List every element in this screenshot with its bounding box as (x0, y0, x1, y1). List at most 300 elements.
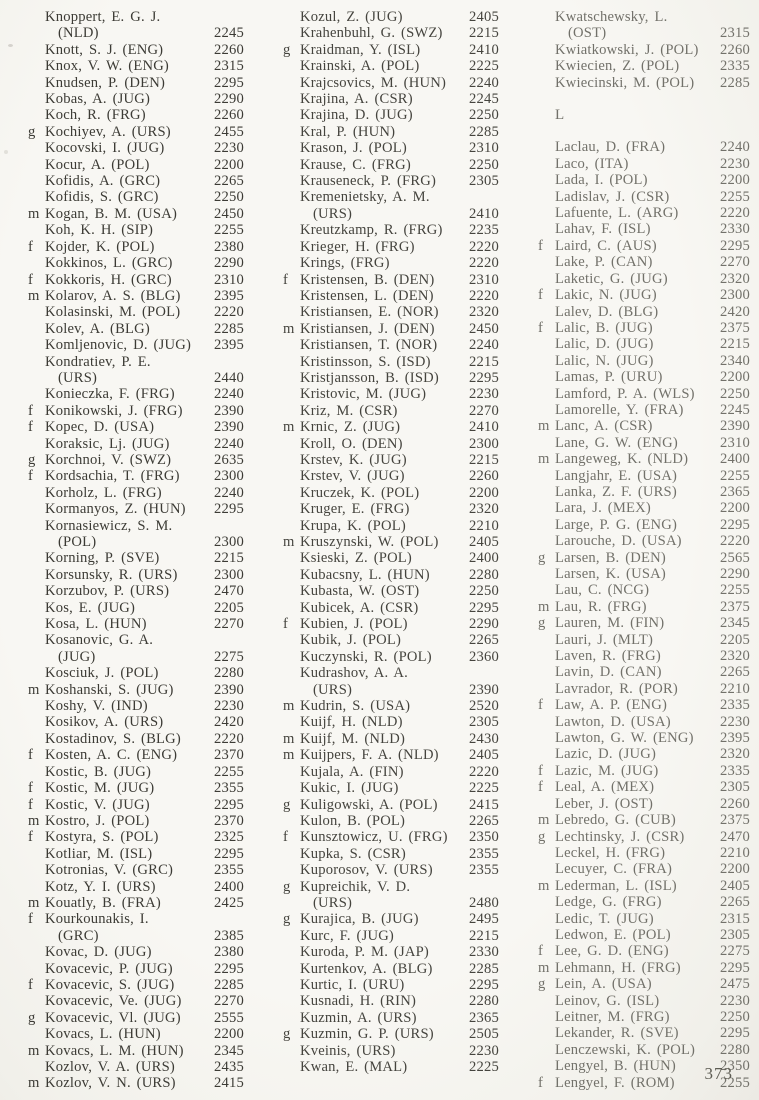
scan-speck (8, 44, 13, 47)
title-prefix (283, 780, 300, 796)
rating-value: 2315 (720, 25, 750, 42)
player-name: Kupreichik, V. D. (300, 878, 411, 895)
player-name: Lada, I. (POL) (555, 172, 648, 189)
list-item (28, 206, 244, 222)
title-prefix: m (28, 287, 40, 304)
title-prefix (28, 189, 45, 205)
list-item (28, 222, 244, 238)
player-name: Leckel, H. (FRG) (555, 844, 666, 861)
list-item (283, 124, 499, 140)
player-name: Lalev, D. (BLG) (555, 303, 659, 320)
player-name: Kovac, D. (JUG) (45, 944, 152, 961)
title-prefix (28, 1026, 45, 1042)
list-item (283, 632, 499, 648)
player-name: Kuijf, M. (NLD) (300, 730, 406, 747)
player-name: Laketic, G. (JUG) (555, 270, 668, 287)
player-name: Kuporosov, V. (URS) (300, 862, 433, 879)
rating-value: 2200 (720, 500, 750, 517)
rating-value: 2295 (720, 237, 750, 254)
rating-value: 2380 (214, 238, 244, 255)
title-prefix: f (538, 779, 544, 796)
rating-value (202, 911, 244, 927)
player-name: Kojder, K. (POL) (45, 238, 155, 255)
title-prefix (283, 649, 300, 665)
rating-value: 2280 (720, 1041, 750, 1058)
rating-value (202, 518, 244, 534)
rating-value: 2285 (469, 960, 499, 977)
list-item (538, 402, 750, 418)
rating-value: 2240 (720, 139, 750, 156)
rating-value: 2230 (214, 140, 244, 157)
list-item (28, 337, 244, 353)
list-item (283, 58, 499, 74)
rating-value: 2205 (214, 599, 244, 616)
title-prefix (538, 894, 555, 910)
list-item (283, 42, 499, 58)
title-prefix (283, 1010, 300, 1026)
title-prefix (28, 42, 45, 58)
rating-value: 2295 (214, 74, 244, 91)
rating-value: 2390 (214, 681, 244, 698)
rating-value: 2325 (214, 829, 244, 846)
rating-list-column-1 (28, 9, 244, 1092)
rating-value: 2250 (720, 385, 750, 402)
rating-value: 2420 (720, 303, 750, 320)
player-name: Lauren, M. (FIN) (555, 615, 665, 632)
rating-value: 2280 (469, 993, 499, 1010)
rating-value: 2300 (214, 468, 244, 485)
title-prefix (283, 977, 300, 993)
title-prefix (283, 944, 300, 960)
rating-value: 2320 (469, 304, 499, 321)
list-item (283, 747, 499, 763)
title-prefix (538, 75, 555, 91)
rating-value: 2280 (469, 566, 499, 583)
rating-value: 2450 (214, 205, 244, 222)
list-item (283, 829, 499, 845)
player-name: Kulon, B. (POL) (300, 812, 406, 829)
title-prefix (283, 58, 300, 74)
rating-value: 2230 (720, 155, 750, 172)
title-prefix (283, 961, 300, 977)
title-prefix (538, 746, 555, 762)
title-prefix (28, 846, 45, 862)
title-prefix (538, 254, 555, 270)
list-item (28, 632, 244, 648)
list-item (538, 500, 750, 516)
rating-value: 2390 (469, 681, 499, 698)
list-item (283, 452, 499, 468)
rating-value (202, 9, 244, 25)
rating-value: 2230 (214, 698, 244, 715)
player-name: Laco, (ITA) (555, 155, 629, 172)
list-item (538, 714, 750, 730)
player-name: Lanka, Z. F. (URS) (555, 483, 677, 500)
list-item (538, 664, 750, 680)
list-item (28, 665, 244, 681)
rating-value: 2280 (214, 665, 244, 682)
title-prefix (28, 928, 45, 944)
title-prefix: m (538, 598, 550, 615)
list-item (283, 304, 499, 320)
list-item (538, 533, 750, 549)
rating-value: 2295 (720, 1025, 750, 1042)
player-name: Kurtic, I. (URU) (300, 976, 405, 993)
rating-value: 2320 (469, 501, 499, 518)
list-item (28, 1075, 244, 1091)
list-item (538, 681, 750, 697)
player-name: Krnic, Z. (JUG) (300, 419, 401, 436)
rating-list-column-3 (538, 9, 750, 1091)
list-item (283, 780, 499, 796)
player-name: Lein, A. (USA) (555, 976, 652, 993)
list-item (283, 107, 499, 123)
title-prefix (538, 796, 555, 812)
title-prefix (538, 582, 555, 598)
rating-value: 2230 (720, 992, 750, 1009)
title-prefix: f (28, 796, 34, 813)
rating-value: 2250 (469, 156, 499, 173)
title-prefix (283, 550, 300, 566)
title-prefix: m (28, 894, 40, 911)
rating-value: 2495 (469, 911, 499, 928)
federation-continuation: (URS) (58, 369, 98, 386)
rating-value: 2295 (469, 599, 499, 616)
player-name: Kuroda, P. M. (JAP) (300, 944, 429, 961)
title-prefix (283, 25, 300, 41)
player-name: Lamorelle, Y. (FRA) (555, 401, 684, 418)
list-item (28, 436, 244, 452)
federation-continuation: (POL) (58, 534, 97, 550)
rating-value: 2305 (720, 779, 750, 796)
rating-value: 2220 (469, 238, 499, 255)
rating-value: 2305 (469, 173, 499, 190)
rating-value: 2265 (469, 632, 499, 649)
rating-value: 2270 (214, 993, 244, 1010)
player-name: Lafuente, L. (ARG) (555, 205, 679, 222)
player-name: Knudsen, P. (DEN) (45, 74, 166, 91)
list-item (283, 846, 499, 862)
list-item (28, 288, 244, 304)
title-prefix (28, 567, 45, 583)
list-item (28, 403, 244, 419)
player-name: Kokkoris, H. (GRC) (45, 271, 172, 288)
list-item (28, 682, 244, 698)
player-name: Kruger, E. (FRG) (300, 501, 410, 518)
rating-value: 2295 (214, 960, 244, 977)
title-prefix (28, 9, 45, 25)
list-item (283, 206, 499, 222)
list-item (538, 779, 750, 795)
player-name: Langeweg, K. (NLD) (555, 451, 689, 468)
rating-value: 2240 (469, 74, 499, 91)
player-name: Kwan, E. (MAL) (300, 1059, 408, 1075)
list-item (28, 255, 244, 271)
list-item (538, 517, 750, 533)
rating-value: 2275 (720, 943, 750, 960)
player-name: Kozlov, V. A. (URS) (45, 1059, 175, 1075)
list-item (538, 993, 750, 1009)
title-prefix: f (28, 829, 34, 846)
list-item (28, 649, 244, 665)
list-item (538, 435, 750, 451)
title-prefix: f (28, 780, 34, 797)
rating-value: 2350 (469, 829, 499, 846)
list-item (28, 961, 244, 977)
list-item (283, 239, 499, 255)
title-prefix (283, 173, 300, 189)
title-prefix (28, 370, 45, 386)
list-item (538, 960, 750, 976)
rating-value: 2265 (214, 173, 244, 190)
player-name: Leinov, G. (ISL) (555, 992, 660, 1009)
list-item (28, 862, 244, 878)
list-item (283, 616, 499, 632)
title-prefix (283, 567, 300, 583)
rating-value: 2245 (469, 91, 499, 108)
player-name: Lazic, M. (JUG) (555, 762, 659, 779)
rating-value: 2245 (720, 401, 750, 418)
list-item (538, 353, 750, 369)
list-item (28, 354, 244, 370)
player-name: Krieger, H. (FRG) (300, 238, 415, 255)
player-name: Kubicek, A. (CSR) (300, 599, 419, 616)
list-item (538, 861, 750, 877)
player-name: Korsunsky, R. (URS) (45, 566, 178, 583)
rating-value: 2335 (720, 697, 750, 714)
rating-value: 2315 (214, 58, 244, 75)
rating-value: 2295 (214, 501, 244, 518)
rating-value: 2430 (469, 730, 499, 747)
title-prefix (283, 468, 300, 484)
title-prefix (283, 304, 300, 320)
player-name: Large, P. G. (ENG) (555, 516, 678, 533)
list-item (538, 632, 750, 648)
rating-value: 2505 (469, 1026, 499, 1043)
player-name: Krainski, A. (POL) (300, 58, 420, 75)
title-prefix (283, 1059, 300, 1075)
player-name: Kwiecien, Z. (POL) (555, 58, 680, 75)
rating-value: 2290 (469, 616, 499, 633)
player-name: Kopec, D. (USA) (45, 419, 155, 436)
list-item (283, 419, 499, 435)
rating-value: 2220 (469, 763, 499, 780)
title-prefix (28, 534, 45, 550)
title-prefix (283, 75, 300, 91)
player-name: Kwiatkowski, J. (POL) (555, 41, 699, 58)
player-name: Krason, J. (POL) (300, 140, 407, 157)
list-item (28, 747, 244, 763)
player-name: Kwiecinski, M. (POL) (555, 74, 695, 91)
rating-value: 2360 (469, 648, 499, 665)
rating-value: 2240 (214, 435, 244, 452)
list-item (538, 1042, 750, 1058)
rating-value: 2475 (720, 976, 750, 993)
rating-value: 2345 (214, 1042, 244, 1059)
rating-value: 2270 (720, 254, 750, 271)
player-name: Korchnoi, V. (SWZ) (45, 451, 172, 468)
rating-value: 2450 (469, 320, 499, 337)
list-item (283, 1059, 499, 1075)
list-item (283, 731, 499, 747)
list-item (538, 697, 750, 713)
rating-value: 2410 (469, 41, 499, 58)
player-name: Kocur, A. (POL) (45, 156, 150, 173)
title-prefix (283, 140, 300, 156)
title-prefix (28, 600, 45, 616)
list-item (538, 418, 750, 434)
title-prefix: g (283, 1026, 291, 1043)
title-prefix (283, 222, 300, 238)
list-item (283, 518, 499, 534)
title-prefix (28, 665, 45, 681)
list-item (28, 452, 244, 468)
rating-value: 2355 (469, 862, 499, 879)
title-prefix: f (28, 238, 34, 255)
title-prefix: m (538, 812, 550, 829)
rating-value: 2400 (214, 878, 244, 895)
title-prefix (283, 501, 300, 517)
player-name: Kovacs, L. (HUN) (45, 1026, 161, 1043)
rating-value: 2285 (469, 123, 499, 140)
list-item (28, 157, 244, 173)
player-name: Kordsachia, T. (FRG) (45, 468, 180, 485)
title-prefix (28, 862, 45, 878)
rating-value: 2230 (469, 1042, 499, 1059)
list-item (538, 320, 750, 336)
player-name: Ladislav, J. (CSR) (555, 188, 670, 205)
player-name: Kupka, S. (CSR) (300, 845, 406, 862)
player-name: Kolasinski, M. (POL) (45, 304, 181, 321)
player-name: Kouatly, B. (FRA) (45, 894, 161, 911)
rating-value: 2395 (214, 337, 244, 354)
player-name: Koraksic, Lj. (JUG) (45, 435, 170, 452)
list-item (538, 25, 750, 41)
player-name: Kukic, I. (JUG) (300, 780, 399, 797)
list-item (283, 9, 499, 25)
list-item (538, 976, 750, 992)
title-prefix (283, 632, 300, 648)
rating-value: 2635 (214, 451, 244, 468)
title-prefix (538, 156, 555, 172)
title-prefix (283, 189, 300, 205)
rating-value: 2245 (214, 25, 244, 42)
list-item (28, 501, 244, 517)
list-item (283, 75, 499, 91)
player-name: Kurajica, B. (JUG) (300, 911, 419, 928)
player-name: Knott, S. J. (ENG) (45, 41, 164, 58)
rating-value: 2200 (214, 1026, 244, 1043)
rating-value: 2200 (720, 861, 750, 878)
player-name: Kovacevic, P. (JUG) (45, 960, 173, 977)
title-prefix (538, 484, 555, 500)
list-item (538, 58, 750, 74)
list-item (283, 682, 499, 698)
rating-value: 2240 (214, 386, 244, 403)
player-name: Lalic, B. (JUG) (555, 319, 653, 336)
player-name: Kos, E. (JUG) (45, 599, 136, 616)
player-name: Kofidis, A. (GRC) (45, 173, 161, 190)
federation-continuation: (NLD) (58, 25, 99, 42)
player-name: Lenczewski, K. (POL) (555, 1041, 696, 1058)
rating-value: 2265 (720, 894, 750, 911)
player-name: Kudrin, S. (USA) (300, 698, 411, 715)
title-prefix (538, 139, 555, 155)
player-name: Ledge, G. (FRG) (555, 894, 662, 911)
title-prefix: f (538, 1074, 544, 1091)
list-item (28, 698, 244, 714)
list-item (283, 944, 499, 960)
rating-value: 2375 (720, 319, 750, 336)
list-item (538, 139, 750, 155)
title-prefix: m (28, 1042, 40, 1059)
rating-value: 2275 (214, 648, 244, 665)
title-prefix (538, 993, 555, 1009)
title-prefix: f (538, 237, 544, 254)
list-item (283, 485, 499, 501)
list-item (28, 140, 244, 156)
player-name: Law, A. P. (ENG) (555, 697, 668, 714)
title-prefix: m (28, 205, 40, 222)
title-prefix (538, 681, 555, 697)
player-name: Kuijf, H. (NLD) (300, 714, 403, 731)
list-item (538, 172, 750, 188)
rating-value: 2420 (214, 714, 244, 731)
title-prefix (28, 25, 45, 41)
player-name: Kurc, F. (JUG) (300, 927, 394, 944)
player-name: Knox, V. W. (ENG) (45, 58, 169, 75)
rating-value: 2320 (720, 648, 750, 665)
player-name: Kristiansen, E. (NOR) (300, 304, 439, 321)
player-name: Kornasiewicz, S. M. (45, 517, 173, 534)
list-item (283, 1043, 499, 1059)
player-name: Lane, G. W. (ENG) (555, 434, 678, 451)
player-name: Kristjansson, B. (ISD) (300, 369, 439, 386)
rating-value: 2335 (720, 58, 750, 75)
title-prefix (28, 993, 45, 1009)
rating-value: 2230 (720, 713, 750, 730)
rating-value: 2355 (214, 862, 244, 879)
list-item (283, 714, 499, 730)
player-name: Leber, J. (OST) (555, 795, 654, 812)
player-name: Kotliar, M. (ISL) (45, 845, 153, 862)
rating-value: 2355 (214, 780, 244, 797)
list-item (538, 336, 750, 352)
title-prefix (28, 944, 45, 960)
player-name: Kostadinov, S. (BLG) (45, 730, 181, 747)
list-item (28, 468, 244, 484)
rating-value: 2295 (214, 845, 244, 862)
player-name: Lalic, D. (JUG) (555, 336, 654, 353)
rating-value: 2310 (720, 434, 750, 451)
list-item (538, 9, 750, 25)
title-prefix (283, 862, 300, 878)
rating-value: 2235 (469, 222, 499, 239)
list-item (538, 451, 750, 467)
player-name: Lavin, D. (CAN) (555, 664, 662, 681)
rating-value: 2320 (720, 270, 750, 287)
player-name: Kosikov, A. (URS) (45, 714, 164, 731)
title-prefix (28, 321, 45, 337)
title-prefix (28, 731, 45, 747)
title-prefix (283, 846, 300, 862)
rating-value: 2310 (469, 140, 499, 157)
title-prefix (538, 304, 555, 320)
player-name: Kosciuk, J. (POL) (45, 665, 159, 682)
title-prefix: m (538, 418, 550, 435)
rating-value: 2370 (214, 812, 244, 829)
title-prefix (538, 845, 555, 861)
